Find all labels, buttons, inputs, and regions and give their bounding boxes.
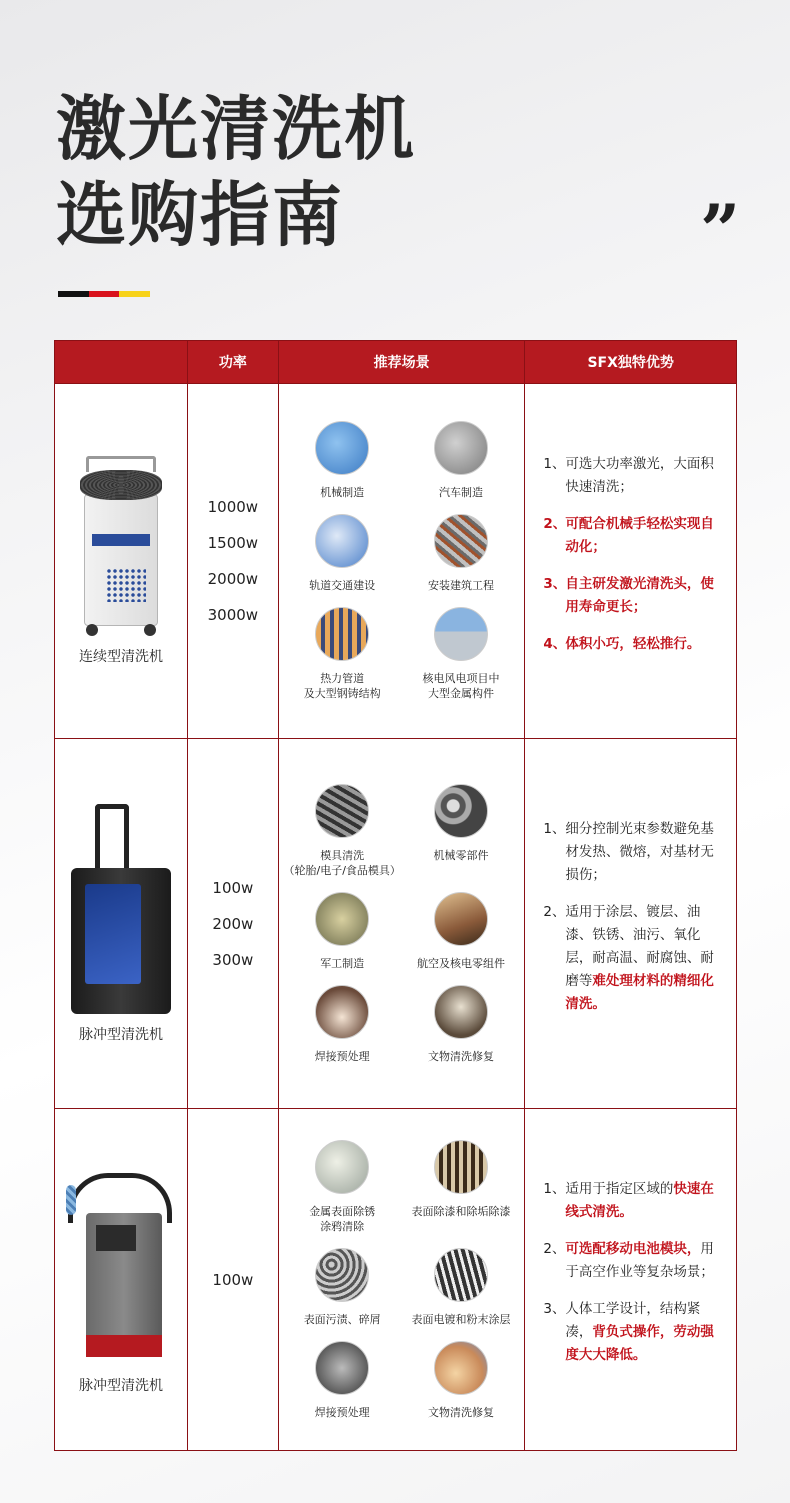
title-line-2: 选购指南 [56,174,344,256]
advantage-highlight: 自主研发激光清洗头，使用寿命更长； [565,575,714,615]
scenario-label: 军工制造 [320,956,365,970]
advantage-item [543,818,724,887]
rust-removal-image [315,1140,369,1194]
advantage-highlight: 快速在线式清洗。 [565,1181,714,1220]
backpack-cleaner-image [66,1165,176,1365]
nuclear-plant-image [434,607,488,661]
scenario-item [283,1140,402,1234]
car-factory-image [434,421,488,475]
advantage-item [543,901,724,1016]
pipeline-image [315,607,369,661]
power-cell [187,1109,278,1451]
power-cell [187,739,278,1109]
advantage-highlight: 背负式操作，劳动强度大大降低。 [565,1324,714,1363]
advantage-item [543,1298,724,1367]
scenario-item [402,607,521,701]
header-power: 功率 [187,341,278,384]
mechanical-parts-image [434,784,488,838]
scenario-label: 汽车制造 [438,486,483,499]
advantage-item [543,1238,724,1284]
scenario-item [402,1248,521,1327]
scenario-label: 热力管道 及大型钢铸结构 [303,672,381,700]
flag-stripe [58,291,150,297]
advantage-num: 2、 [543,1241,566,1257]
scenario-item [283,514,402,593]
advantage-highlight: 可选配移动电池模块， [565,1241,701,1257]
advantage-text: 适用于指定区域的 [565,1181,674,1197]
pulse-cleaner-case-image [71,804,171,1014]
flag-red [89,291,120,297]
table-row [55,739,737,1109]
power-cell [187,384,278,739]
scenario-item [402,514,521,593]
construction-image [434,514,488,568]
advantage-num: 2、 [543,515,567,532]
scenario-item [283,784,402,878]
table-header-row [55,341,737,384]
advantage-num: 1、 [543,820,566,837]
advantage-text: 人体工学设计，结构紧凑， [565,1301,701,1340]
scenario-item [283,607,402,701]
continuous-cleaner-image [76,456,166,636]
power-value: 300w [212,950,254,969]
scenario-item [283,1248,402,1327]
scenario-label: 航空及核电零组件 [416,956,505,970]
advantage-highlight: 体积小巧，轻松推行。 [565,635,701,652]
scenario-label: 焊接预处理 [314,1405,370,1419]
scenario-label: 表面除漆和除垢除漆 [411,1204,511,1218]
advantage-item [543,453,724,499]
scenario-item [402,421,521,500]
scenario-label: 表面污渍、碎屑 [303,1312,381,1326]
scenario-item [402,892,521,971]
scenario-label: 安装建筑工程 [427,579,494,592]
advantage-cell [525,384,737,739]
scenario-label: 文物清洗修复 [427,1049,494,1063]
scenario-item [402,1140,521,1234]
product-name: 脉冲型清洗机 [78,1026,163,1043]
power-list [188,1262,278,1298]
advantage-text: 用于高空作业等复杂场景； [565,1241,714,1280]
welding-image [315,1341,369,1395]
table-row [55,384,737,739]
scenario-label: 文物清洗修复 [427,1405,494,1419]
scenario-cell [278,1109,525,1451]
scenario-label: 表面电镀和粉末涂层 [411,1312,511,1326]
welding-image [315,985,369,1039]
advantage-highlight: 可配合机械手轻松实现自动化； [565,515,714,555]
power-value: 100w [212,1270,254,1289]
table-row [55,1109,737,1451]
scenario-cell [278,384,525,739]
advantage-num: 1、 [543,455,566,472]
scenario-item [402,985,521,1064]
product-name: 连续型清洗机 [78,649,163,665]
title-line-1: 激光清洗机 [56,88,416,170]
scenario-label: 焊接预处理 [314,1049,370,1063]
scenario-label: 模具清洗 （轮胎/电子/食品模具） [283,848,401,877]
power-value: 1000w [207,498,259,516]
header-advantages: SFX独特优势 [525,341,737,384]
guide-table [54,340,737,1451]
flag-black [58,291,89,297]
product-name: 脉冲型清洗机 [78,1377,163,1394]
header-product [55,341,188,384]
plating-image [434,1248,488,1302]
power-value: 100w [212,878,254,897]
advantage-highlight: 难处理材料的精细化清洗。 [565,972,714,1012]
advantage-item [543,1178,724,1224]
rail-transit-image [315,514,369,568]
quote-mark-icon: ” [700,189,741,272]
power-value: 2000w [207,570,259,588]
scenario-label: 轨道交通建设 [309,579,376,592]
advantage-num: 1、 [543,1181,566,1197]
relic-image [434,1341,488,1395]
stain-image [315,1248,369,1302]
advantage-cell [525,739,737,1109]
advantage-num: 4、 [543,635,567,652]
scenario-label: 金属表面除锈 涂鸦清除 [309,1204,376,1233]
scenario-item [402,784,521,878]
product-cell [55,384,188,739]
scenario-item [283,892,402,971]
product-cell [55,1109,188,1451]
advantage-text: 适用于涂层、镀层、油漆、铁锈、油污、氧化层，耐高温、耐腐蚀、耐磨等 [565,903,714,989]
scenario-item [283,985,402,1064]
advantage-num: 2、 [543,903,566,920]
power-value: 3000w [207,606,259,624]
scenario-label: 机械零部件 [433,848,489,862]
scenario-item [402,1341,521,1420]
advantage-item [543,633,724,656]
advantage-item [543,573,724,619]
power-list [188,870,278,978]
aviation-image [434,892,488,946]
paint-removal-image [434,1140,488,1194]
advantage-num: 3、 [543,575,567,592]
power-value: 200w [212,914,254,933]
advantage-num: 3、 [543,1301,566,1317]
machinery-image [315,421,369,475]
product-cell [55,739,188,1109]
military-image [315,892,369,946]
power-list [188,489,278,633]
advantage-item [543,513,724,559]
page-title [56,86,416,258]
header-scenarios: 推荐场景 [278,341,525,384]
flag-yellow [119,291,150,297]
scenario-label: 核电风电项目中 大型金属构件 [422,672,500,700]
advantage-text: 细分控制光束参数避免基材发热、微熔，对基材无损伤； [565,820,714,883]
relic-image [434,985,488,1039]
scenario-item [283,421,402,500]
advantage-cell [525,1109,737,1451]
advantage-text: 可选大功率激光，大面积快速清洗； [565,455,714,495]
scenario-item [283,1341,402,1420]
scenario-label: 机械制造 [320,486,365,499]
scenario-cell [278,739,525,1109]
power-value: 1500w [207,534,259,552]
mold-image [315,784,369,838]
